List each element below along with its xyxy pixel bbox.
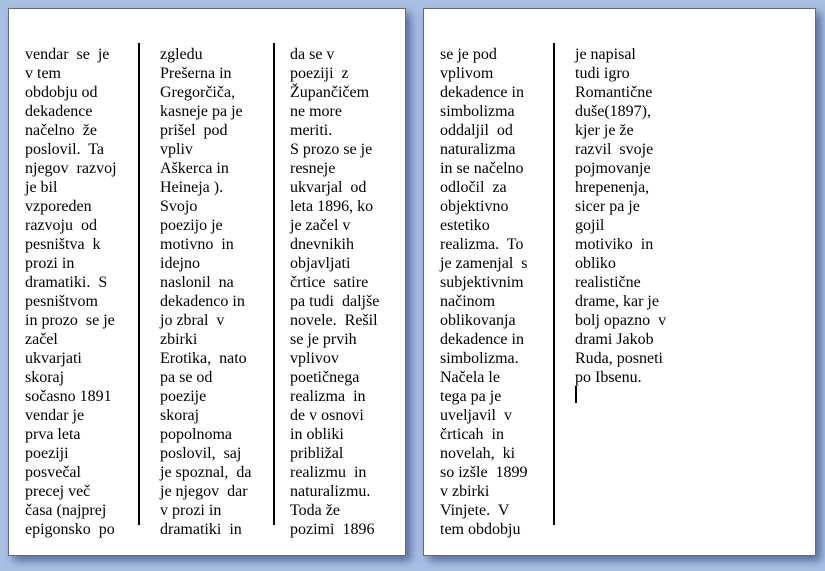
text-line: naturalizmu. <box>290 483 371 500</box>
text-line: skoraj <box>25 369 65 386</box>
column-separator-line <box>138 43 140 525</box>
text-line: in se načelno <box>440 160 524 177</box>
text-line: realizma in <box>290 388 366 405</box>
text-line: poslovil. Ta <box>25 141 105 158</box>
text-line: prva leta <box>25 426 81 443</box>
text-line: jo zbral v <box>160 312 225 329</box>
text-column-3[interactable] <box>290 45 408 539</box>
text-line: de v osnovi <box>290 407 364 424</box>
text-line: Romantične <box>575 84 653 101</box>
text-line: prišel pod <box>160 122 228 139</box>
text-line: se je prvih <box>290 331 357 348</box>
text-line: so izšle 1899 <box>440 464 528 481</box>
text-line: prozi in <box>25 255 75 272</box>
text-line: tega pa je <box>440 388 502 405</box>
text-line: Prešerna in <box>160 65 232 82</box>
text-line: ukvarjal od <box>290 179 367 196</box>
text-line: je bil <box>25 179 58 196</box>
text-line: vendar se je <box>25 46 110 63</box>
text-line: črticah in <box>440 426 504 443</box>
text-line: objektivno <box>440 198 509 215</box>
text-line: odločil za <box>440 179 507 196</box>
text-line: oddaljil od <box>440 122 513 139</box>
text-line: hrepenenja, <box>575 179 650 196</box>
text-line: Toda že <box>290 502 340 519</box>
text-line: ne more <box>290 103 342 120</box>
text-line: idejno <box>160 255 200 272</box>
text-line: v prozi in <box>160 502 222 519</box>
text-line: dekadence <box>25 103 93 120</box>
text-line: poeziji z <box>290 65 349 82</box>
text-line: vpliv <box>160 141 193 158</box>
text-line: tudi igro <box>575 65 630 82</box>
text-line: je njegov dar <box>160 483 248 500</box>
text-line: dekadence in <box>440 331 524 348</box>
text-line: bolj opazno v <box>575 312 667 329</box>
text-line: resneje <box>290 160 336 177</box>
text-line: naslonil na <box>160 274 234 291</box>
text-line: Aškerca in <box>160 160 229 177</box>
text-line: razvil svoje <box>575 141 654 158</box>
text-line: ukvarjati <box>25 350 82 367</box>
text-line: je napisal <box>575 46 636 63</box>
text-line: se je pod <box>440 46 497 63</box>
text-line: poetičnega <box>290 369 360 386</box>
text-line: v zbirki <box>440 483 490 500</box>
text-line: po Ibsenu. <box>575 369 642 386</box>
text-line: je zamenjal s <box>440 255 528 272</box>
text-line: sicer pa je <box>575 198 640 215</box>
text-line: meriti. <box>290 122 333 139</box>
text-column-1[interactable] <box>25 45 143 539</box>
text-line: novele. Rešil <box>290 312 378 329</box>
text-line: dramatiki. S <box>25 274 108 291</box>
text-line: drami Jakob <box>575 331 654 348</box>
text-line: posvečal <box>25 464 81 481</box>
text-line: estetiko <box>440 217 490 234</box>
text-column-1[interactable] <box>440 45 558 539</box>
text-line: razvoju od <box>25 217 97 234</box>
text-line: skoraj <box>160 407 200 424</box>
text-line: poslovil, saj <box>160 445 242 462</box>
text-line: vplivov <box>290 350 339 367</box>
text-cursor <box>575 386 577 403</box>
text-line: drame, kar je <box>575 293 659 310</box>
text-line: tem obdobju <box>440 521 521 538</box>
text-line: vplivom <box>440 65 494 82</box>
column-separator-line <box>273 43 275 525</box>
text-line: je spoznal, da <box>160 464 252 481</box>
text-line: dnevnikih <box>290 236 354 253</box>
text-line: pesništvom <box>25 293 98 310</box>
text-line: zgledu <box>160 46 203 63</box>
text-line: vendar je <box>25 407 85 424</box>
text-line: novelah, ki <box>440 445 516 462</box>
text-line: pa se od <box>160 369 213 386</box>
text-line: črtice satire <box>290 274 369 291</box>
text-line: leta 1896, ko <box>290 198 374 215</box>
text-line: Župančičem <box>290 84 370 101</box>
text-line: obliko <box>575 255 616 272</box>
text-line: kjer je že <box>575 122 634 139</box>
text-line: sočasno 1891 <box>25 388 112 405</box>
text-line: in obliki <box>290 426 344 443</box>
text-line: Ruda, posneti <box>575 350 663 367</box>
text-line: približal <box>290 445 344 462</box>
text-line: subjektivnim <box>440 274 524 291</box>
text-line: Gregorčiča, <box>160 84 236 101</box>
text-line: začel <box>25 331 58 348</box>
text-line: je začel v <box>290 217 351 234</box>
text-line: njegov razvoj <box>25 160 117 177</box>
text-line: naturalizma <box>440 141 516 158</box>
text-line: dekadence in <box>440 84 524 101</box>
text-line: motivno in <box>160 236 234 253</box>
text-line: S prozo se je <box>290 141 373 158</box>
text-line: Vinjete. V <box>440 502 510 519</box>
text-line: dramatiki in <box>160 521 242 538</box>
text-line: precej več <box>25 483 91 500</box>
text-line: Svojo <box>160 198 198 215</box>
text-line: zbirki <box>160 331 198 348</box>
text-line: poezijo je <box>160 217 223 234</box>
text-column-2[interactable] <box>160 45 278 539</box>
text-line: motiviko in <box>575 236 654 253</box>
text-line: vzporeden <box>25 198 92 215</box>
text-line: simbolizma <box>440 103 515 120</box>
text-line: oblikovanja <box>440 312 516 329</box>
text-line: duše(1897), <box>575 103 651 120</box>
text-line: obdobju od <box>25 84 98 101</box>
document-page-1[interactable] <box>8 8 406 556</box>
text-line: poezije <box>160 388 207 405</box>
text-line: pa tudi daljše <box>290 293 380 310</box>
text-line: Načela le <box>440 369 500 386</box>
text-line: časa (najprej <box>25 502 107 519</box>
text-line: v tem <box>25 65 61 82</box>
text-line: načelno že <box>25 122 97 139</box>
text-line: realizmu in <box>290 464 367 481</box>
text-line: realizma. To <box>440 236 524 253</box>
text-line: gojil <box>575 217 605 234</box>
text-line: popolnoma <box>160 426 232 443</box>
text-line: epigonsko po <box>25 521 115 538</box>
text-line: načinom <box>440 293 496 310</box>
text-line: kasneje pa je <box>160 103 243 120</box>
text-line: pesništva k <box>25 236 101 253</box>
text-line: simbolizma. <box>440 350 519 367</box>
text-line: pojmovanje <box>575 160 651 177</box>
text-column-2[interactable] <box>575 45 693 387</box>
text-line: Erotika, nato <box>160 350 247 367</box>
text-line: pozimi 1896 <box>290 521 375 538</box>
text-line: poeziji <box>25 445 69 462</box>
text-line: da se v <box>290 46 335 63</box>
column-separator-line <box>553 43 555 525</box>
text-line: dekadenco in <box>160 293 245 310</box>
text-line: realistične <box>575 274 641 291</box>
text-line: objavljati <box>290 255 351 272</box>
text-line: Heineja ). <box>160 179 224 196</box>
text-line: in prozo se je <box>25 312 115 329</box>
document-page-2[interactable] <box>423 8 816 556</box>
text-line: uveljavil v <box>440 407 512 424</box>
